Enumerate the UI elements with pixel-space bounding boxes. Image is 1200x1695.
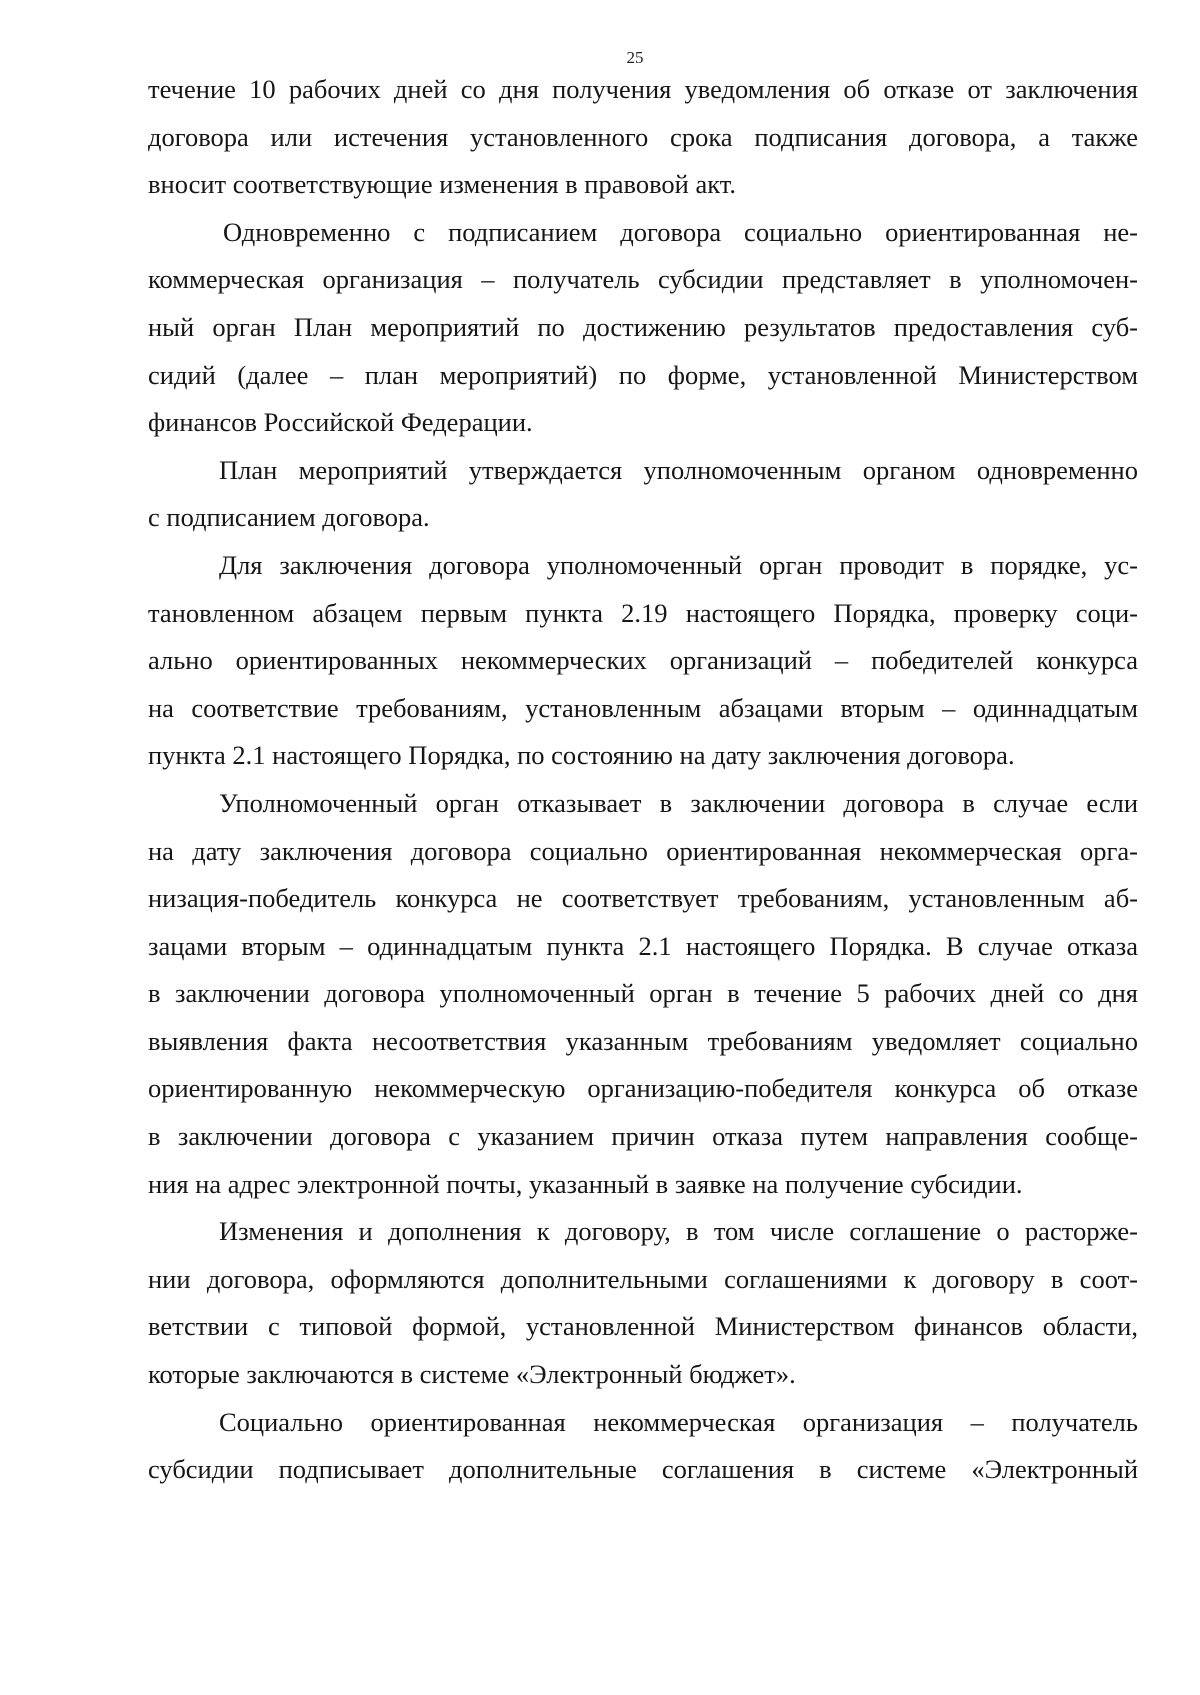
text-line: Социально ориентированная некоммерческая организация – получатель [219,1406,1138,1437]
text-line: тановленном абзацем первым пункта 2.19 настоящего Порядка, проверку соци- [148,597,1138,628]
text-line: которые заключаются в системе «Электронный бюджет». [148,1359,796,1390]
text-line: в заключении договора уполномоченный орган в течение 5 рабочих дней со дня [148,978,1138,1009]
text-line: вносит соответствующие изменения в правовой акт. [148,169,736,200]
text-line: Одновременно с подписанием договора социально ориентированная не- [223,216,1138,247]
text-line: финансов Российской Федерации. [148,407,533,438]
page-number: 25 [626,48,644,67]
text-line: выявления факта несоответствия указанным требованиям уведомляет социально [148,1025,1138,1056]
text-line: коммерческая организация – получатель субсидии представляет в уполномочен- [148,264,1138,295]
text-line: сидий (далее – план мероприятий) по форме, установленной Министерством [148,359,1138,390]
paragraph-amendments [148,1208,1138,1398]
text-line: ориентированную некоммерческую организацию-победителя конкурса об отказе [148,1073,1138,1104]
text-line: нии договора, оформляются дополнительными соглашениями к договору в соот- [148,1263,1138,1294]
text-line: пункта 2.1 настоящего Порядка, по состоянию на дату заключения договора. [148,740,1015,771]
text-line: с подписанием договора. [148,502,430,533]
text-line: План мероприятий утверждается уполномоченным органом одновременно [219,454,1138,485]
text-line: течение 10 рабочих дней со дня получения уведомления об отказе от заключения [148,74,1138,104]
text-line: ально ориентированных некоммерческих организаций – победителей конкурса [148,645,1138,676]
text-line: на соответствие требованиям, установленным абзацами вторым – одиннадцатым [148,692,1138,723]
text-line: договора или истечения установленного срока подписания договора, а также [148,121,1138,152]
text-line: ветствии с типовой формой, установленной Министерством финансов области, [148,1311,1138,1342]
text-line: низация-победитель конкурса не соответствует требованиям, установленным аб- [148,883,1138,914]
paragraph-action-plan [148,209,1138,447]
paragraph-refusal [148,780,1138,1208]
text-line: в заключении договора с указанием причин отказа путем направления сообще- [148,1121,1138,1152]
text-line: на дату заключения договора социально ориентированная некоммерческая орга- [148,835,1138,866]
text-line: ния на адрес электронной почты, указанный в заявке на получение субсидии. [148,1168,1023,1199]
text-line: ный орган План мероприятий по достижению результатов предоставления суб- [148,311,1138,342]
paragraph-continuation [148,66,1138,209]
text-line: зацами вторым – одиннадцатым пункта 2.1 настоящего Порядка. В случае отказа [148,930,1138,961]
paragraph-verification [148,542,1138,780]
text-line: субсидии подписывает дополнительные соглашения в системе «Электронный [148,1454,1138,1485]
document-body [148,66,1138,1494]
text-line: Уполномоченный орган отказывает в заключении договора в случае если [219,787,1138,818]
text-line: Для заключения договора уполномоченный орган проводит в порядке, ус- [219,549,1138,580]
paragraph-signing [148,1399,1138,1494]
text-line: Изменения и дополнения к договору, в том числе соглашение о расторже- [219,1216,1138,1247]
paragraph-plan-approval [148,447,1138,542]
